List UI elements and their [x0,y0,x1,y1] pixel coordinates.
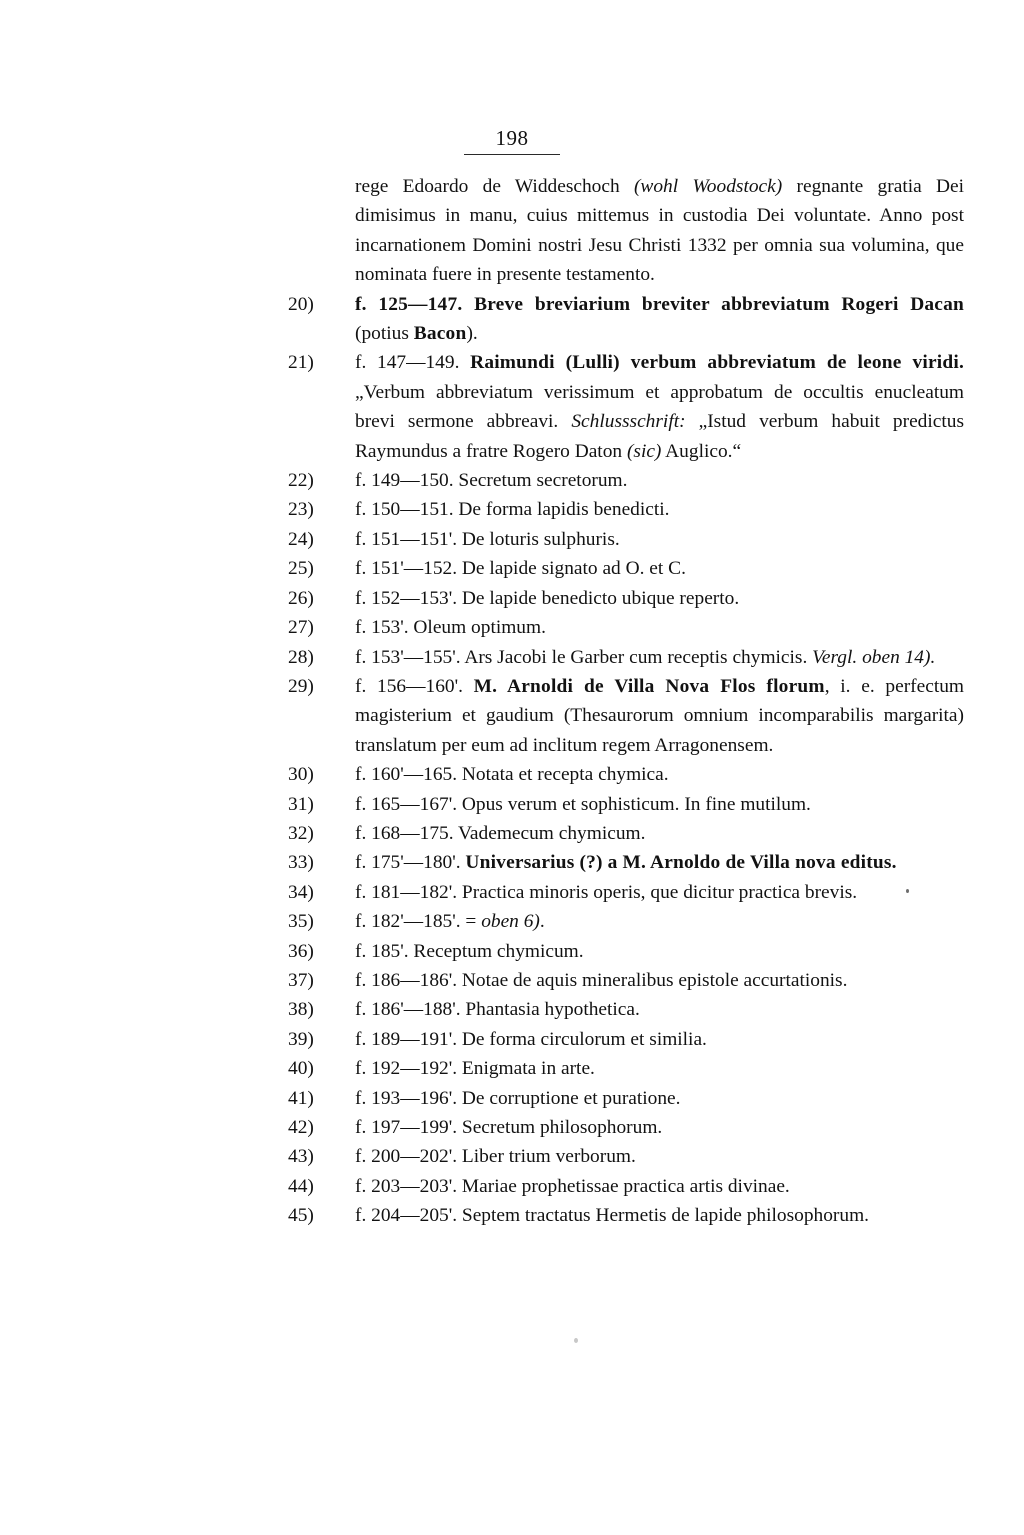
entry-17-run-0: f. 186—186'. Notae de aquis mineralibus epistole accurtationis. [355,969,848,991]
manuscript-entry [288,966,964,995]
entry-8-run-1: Vergl. oben 14). [812,646,936,668]
entry-1-run-0: f. 147—149. [355,352,471,374]
entry-number: 34) [288,881,314,903]
entry-20-run-0: f. 192—192'. Enigmata in arte. [355,1058,595,1080]
entry-0-run-4: ). [466,323,478,345]
text-block [288,172,964,1231]
entry-text [355,882,857,903]
entry-7-run-0: f. 153'. Oleum optimum. [355,617,546,639]
entry-number: 33) [288,852,314,874]
entry-number: 40) [288,1058,314,1080]
entry-number: 38) [288,999,314,1021]
entry-number: 24) [288,528,314,550]
manuscript-entry [288,643,964,672]
entry-16-run-0: f. 185'. Receptum chymicum. [355,940,584,962]
entry-number: 42) [288,1117,314,1138]
manuscript-entry [288,495,964,524]
entry-0-run-1: Breve breviarium breviter abbreviatum Rogeri Dacan [474,293,964,315]
entry-22-run-0: f. 197—199'. Secretum philosophorum. [355,1117,663,1138]
entry-11-run-0: f. 165—167'. Opus verum et sophisticum. In fine mutilum. [355,793,811,815]
entry-4-run-0: f. 151—151'. De loturis sulphuris. [355,528,620,550]
entry-0-run-0: f. 125—147. [355,293,475,315]
manuscript-entry [288,290,964,349]
manuscript-entry [288,760,964,789]
entry-1-run-2: „Verbum abbreviatum verissimum et approbatum de occultis enucleatum brevi sermone abbreavi. [355,381,964,433]
page-header [412,126,612,155]
entry-13-run-0: f. 175'—180'. [355,852,466,874]
manuscript-entry [288,466,964,495]
lead-paragraph [355,172,964,290]
entry-14-run-0: f. 181—182'. Practica minoris operis, que dicitur practica brevis. [355,881,858,903]
manuscript-entry [288,525,964,554]
entry-15-run-2: . [539,911,545,933]
entry-text [355,588,739,609]
entry-1-run-1: Raimundi (Lulli) verbum abbreviatum de leone viridi. [470,352,964,374]
manuscript-entry [288,1054,964,1083]
entry-text [355,558,686,579]
entry-12-run-0: f. 168—175. Vademecum chymicum. [355,822,646,844]
manuscript-entry [288,348,964,466]
entry-number: 41) [288,1087,314,1109]
entry-number: 21) [288,352,314,374]
manuscript-entry [288,672,964,760]
manuscript-entry [288,1142,964,1171]
entry-24-run-0: f. 203—203'. Mariae prophetissae practica artis divinae. [355,1175,790,1197]
entry-text [355,999,640,1020]
entry-number: 37) [288,969,314,991]
entry-text [355,970,847,991]
manuscript-entry [288,1025,964,1054]
entry-9-run-0: f. 156—160'. [355,675,474,697]
manuscript-entry [288,554,964,583]
entry-number: 31) [288,793,314,815]
entry-3-run-0: f. 150—151. De forma lapidis benedicti. [355,499,670,521]
manuscript-entry [288,1084,964,1113]
entry-13-run-3: a M. Arnoldo de Villa nova editus. [607,852,897,874]
scan-speck-artifact [574,1338,578,1343]
entry-number: 20) [288,293,314,315]
header-rule [464,154,560,155]
manuscript-entry [288,1172,964,1201]
entry-text [355,911,545,932]
entry-21-run-0: f. 193—196'. De corruptione et puratione. [355,1087,681,1109]
entry-number: 39) [288,1028,314,1050]
entry-15-run-0: f. 182'—185'. = [355,911,482,933]
entry-10-run-0: f. 160'—165. Notata et recepta chymica. [355,764,669,786]
manuscript-entry [288,790,964,819]
entry-number: 32) [288,822,314,844]
manuscript-entry [288,848,964,877]
entry-text [355,1205,869,1226]
entry-text [355,1058,595,1079]
entry-text [355,529,620,550]
entry-2-run-0: f. 149—150. Secretum secretorum. [355,470,628,492]
entry-1-run-3: Schlussschrift: [571,411,686,433]
manuscript-entry [288,819,964,848]
entry-number: 22) [288,470,314,492]
manuscript-entry [288,878,964,907]
entry-text [355,499,669,520]
manuscript-entry [288,1113,964,1142]
manuscript-entry-list [288,290,964,1231]
entry-text [355,1117,662,1138]
entry-text [355,352,964,461]
entry-15-run-1: oben 6) [481,911,540,933]
entry-text [355,823,645,844]
entry-text [355,470,627,491]
entry-number: 25) [288,558,314,580]
lead-run-1: (wohl Woodstock) [633,176,783,197]
manuscript-entry [288,995,964,1024]
entry-0-run-2: (potius [355,323,414,345]
entry-1-run-5: (sic) [626,440,662,462]
entry-9-run-2: , i. e. perfectum magisterium et gaudium (Thesaurorum omnium incomparabilis margarita) translatum per eum ad inclitum regem Arragonensem. [355,675,965,756]
manuscript-entry [288,907,964,936]
entry-25-run-0: f. 204—205'. Septem tractatus Hermetis de lapide philosophorum. [355,1205,870,1227]
entry-1-run-6: Auglico.“ [661,440,742,462]
entry-number: 26) [288,587,314,609]
entry-text [355,1088,681,1109]
manuscript-entry [288,1201,964,1230]
entry-text [355,676,964,756]
entry-text [355,617,546,638]
entry-number: 44) [288,1175,314,1197]
entry-text [355,1146,636,1167]
scan-speck-artifact [906,889,909,893]
entry-19-run-0: f. 189—191'. De forma circulorum et similia. [355,1028,707,1050]
entry-number: 43) [288,1146,314,1168]
entry-text [355,852,897,873]
page-number: 198 [495,126,529,150]
entry-23-run-0: f. 200—202'. Liber trium verborum. [355,1146,636,1168]
entry-number: 27) [288,617,314,639]
manuscript-entry [288,937,964,966]
lead-run-0: rege Edoardo de Widdeschoch [355,176,634,197]
entry-5-run-0: f. 151'—152. De lapide signato ad O. et C. [355,558,686,580]
entry-number: 30) [288,764,314,786]
entry-text [355,764,669,785]
entry-text [355,294,964,344]
entry-8-run-0: f. 153'—155'. Ars Jacobi le Garber cum receptis chymicis. [355,646,813,668]
entry-number: 28) [288,646,314,668]
entry-text [355,1029,707,1050]
entry-18-run-0: f. 186'—188'. Phantasia hypothetica. [355,999,640,1021]
manuscript-entry [288,613,964,642]
entry-number: 45) [288,1205,314,1227]
entry-number: 36) [288,940,314,962]
entry-text [355,647,935,668]
entry-6-run-0: f. 152—153'. De lapide benedicto ubique reperto. [355,587,740,609]
manuscript-entry [288,584,964,613]
entry-number: 35) [288,911,314,933]
entry-text [355,941,584,962]
lead-run-2: regnante gratia Dei dimisimus in manu, cuius mittemus in custodia Dei voluntate. Anno post incarnationem Domini nostri Jesu Christi 1332 per omnia sua volumina, que nominata fuere in presente testamento. [355,176,964,286]
entry-13-run-1: Universarius (?) [465,852,603,874]
entry-0-run-3: Bacon [413,323,467,345]
entry-number: 23) [288,499,314,521]
entry-1-run-4: „Istud verbum habuit predictus Raymundus a fratre Rogero Daton [355,411,965,462]
entry-9-run-1: M. Arnoldi de Villa Nova Flos florum [473,675,825,697]
entry-text [355,1176,790,1197]
entry-text [355,794,811,815]
entry-number: 29) [288,675,314,697]
